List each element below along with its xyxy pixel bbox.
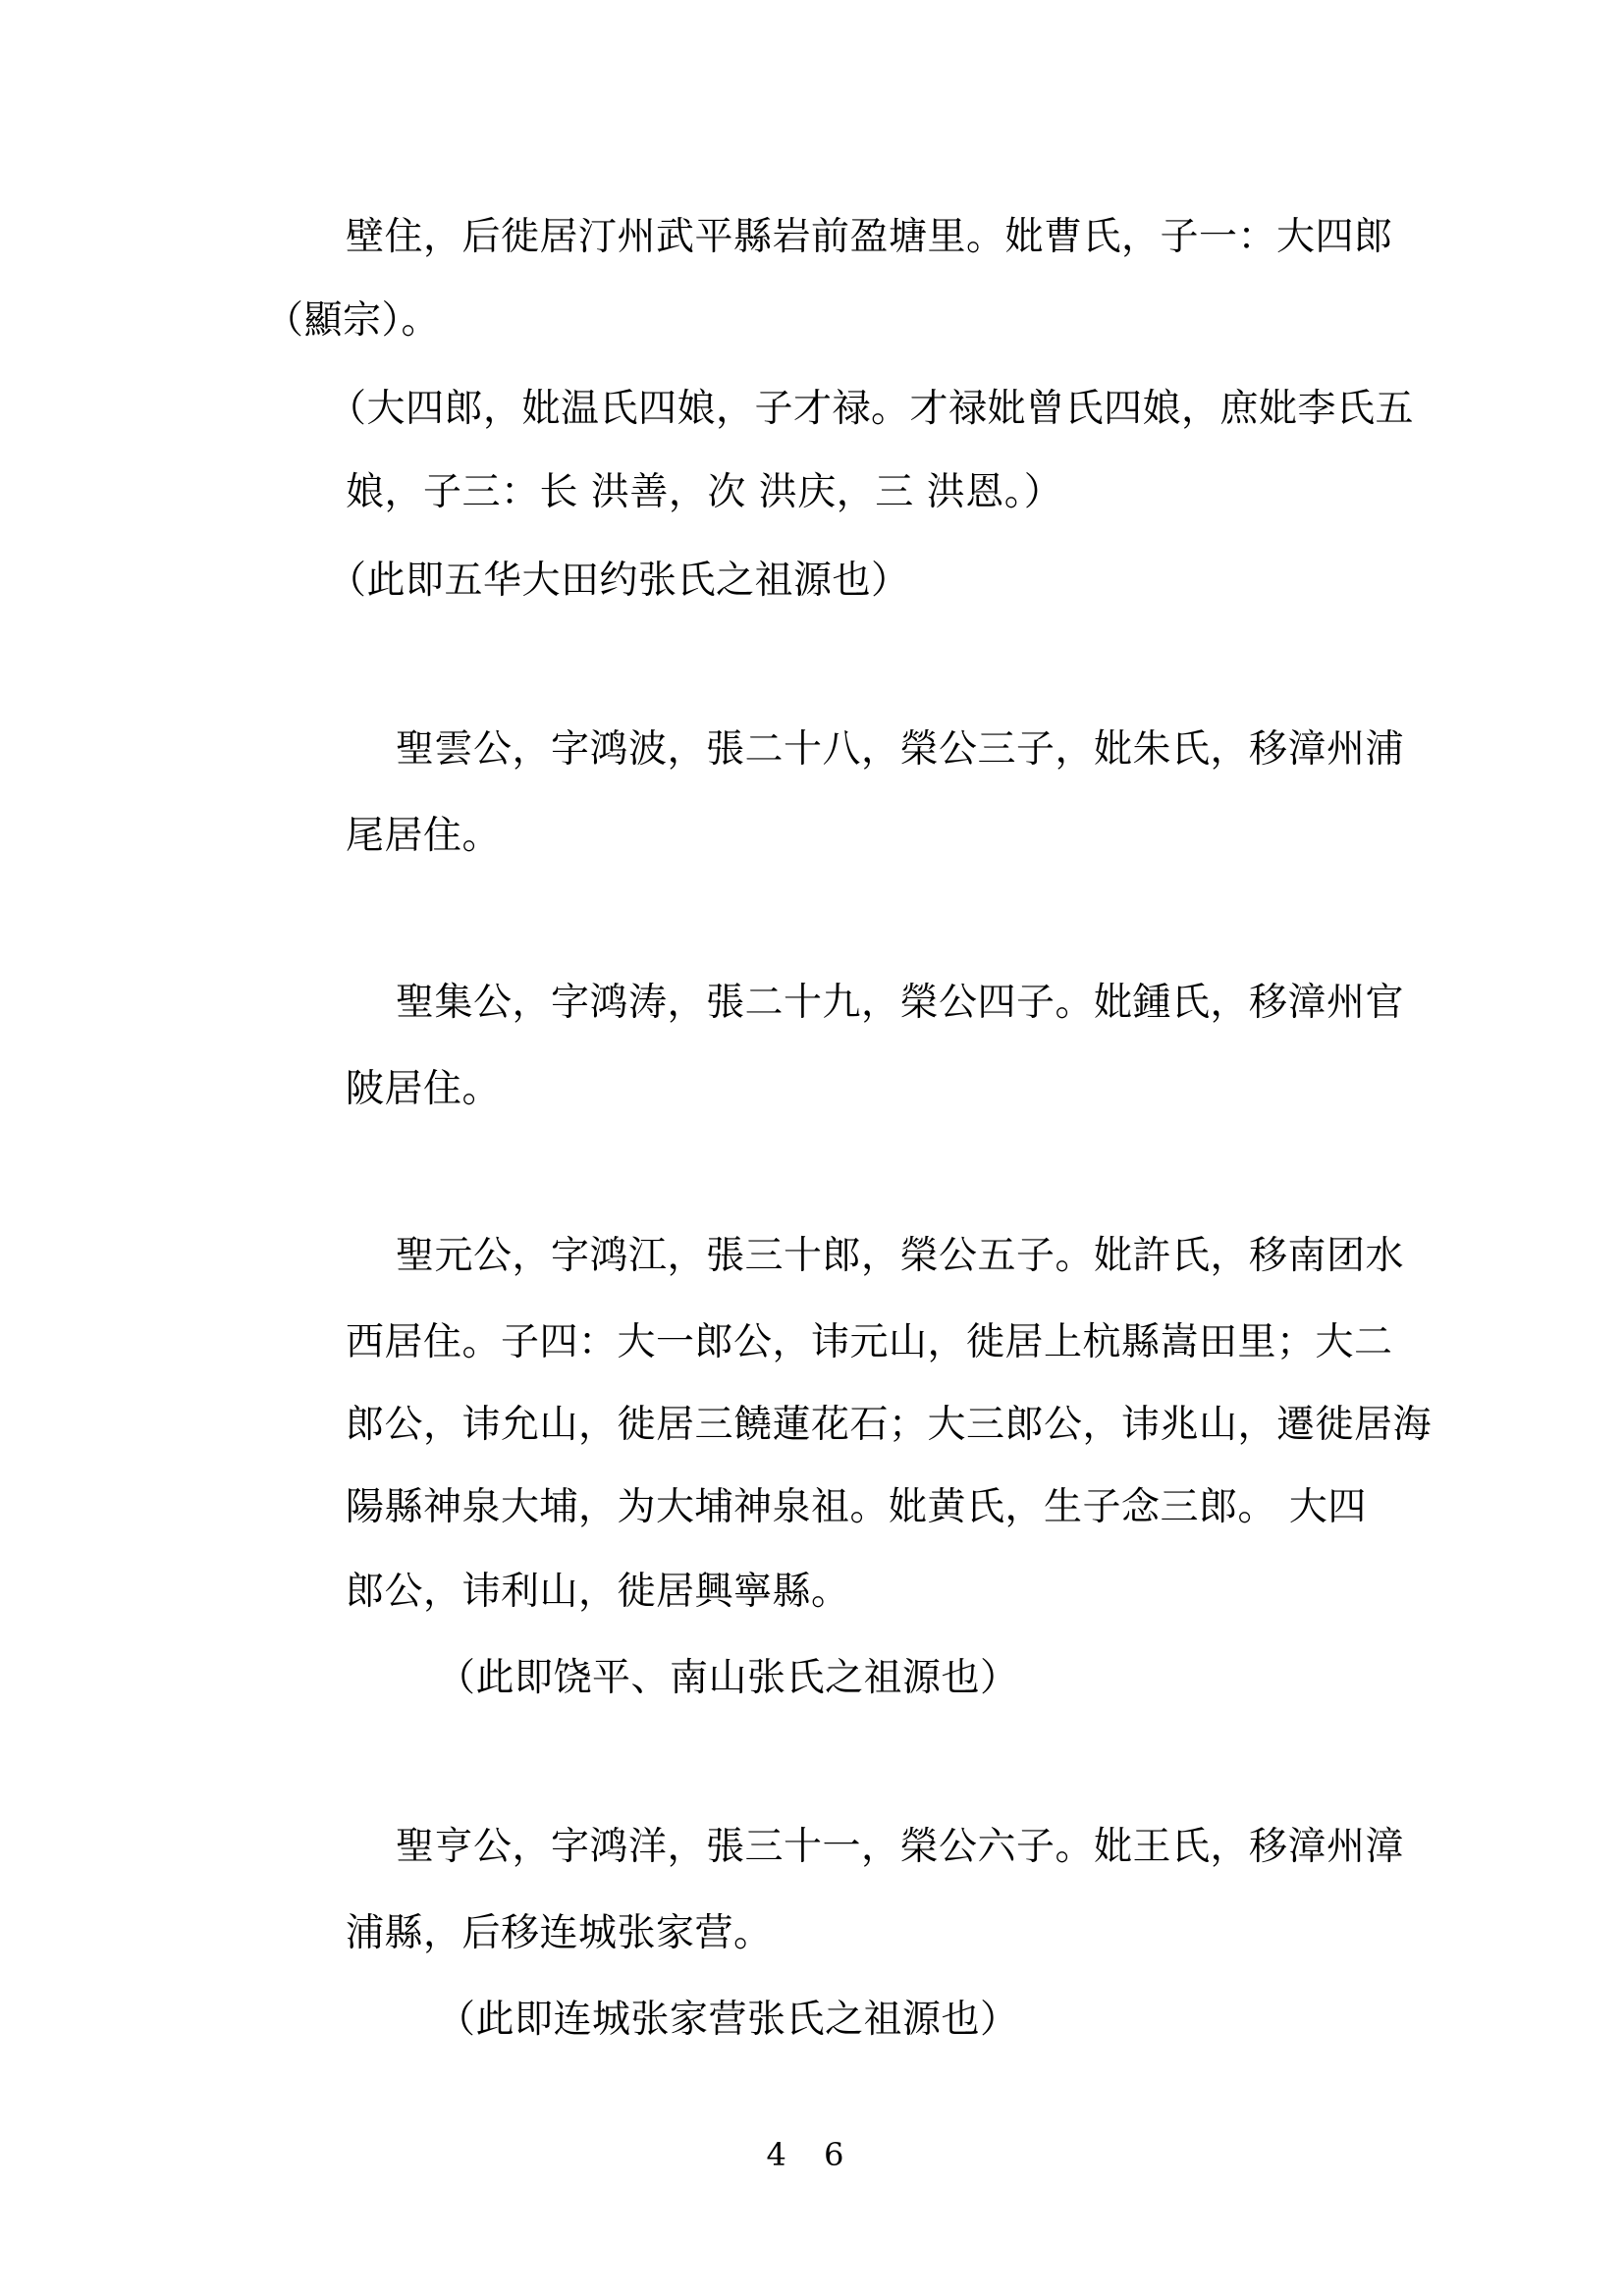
text-line: 娘，子三：长 洪善，次 洪庆，三 洪恩。） (346, 470, 1063, 514)
text-line: （此即饶平、南山张氏之祖源也） (437, 1656, 1019, 1700)
page-number: 4 6 (766, 2136, 858, 2173)
text-line: 陂居住。 (346, 1067, 502, 1111)
text-line: 尾居住。 (346, 814, 502, 858)
text-line: 聖雲公，字鸿波，張二十八，榮公三子，妣朱氏，移漳州浦 (396, 727, 1405, 772)
text-line: 陽縣神泉大埔，为大埔神泉祖。妣黄氏，生子念三郎。 大四 (346, 1485, 1367, 1529)
text-line: （大四郎，妣温氏四娘，子才禄。才禄妣曾氏四娘，庶妣李氏五 (328, 387, 1415, 431)
text-line: 聖亨公，字鸿洋，張三十一，榮公六子。妣王氏，移漳州漳 (396, 1825, 1405, 1869)
text-line: 壁住，后徙居汀州武平縣岩前盈塘里。妣曹氏，子一：大四郎 (346, 215, 1393, 259)
text-line: 浦縣，后移连城张家营。 (346, 1911, 773, 1955)
text-line: （此即连城张家营张氏之祖源也） (437, 1998, 1019, 2042)
text-line: （顯宗）。 (265, 298, 441, 343)
text-line: 聖元公，字鸿江，張三十郎，榮公五子。妣許氏，移南团水 (396, 1234, 1405, 1278)
text-line: 聖集公，字鸿涛，張二十九，榮公四子。妣鍾氏，移漳州官 (396, 981, 1405, 1025)
text-line: 郎公，讳利山，徙居興寧縣。 (346, 1570, 850, 1614)
text-line: 郎公，讳允山，徙居三饒蓮花石；大三郎公，讳兆山，遷徙居海 (346, 1403, 1433, 1447)
text-line: （此即五华大田约张氏之祖源也） (328, 559, 910, 603)
text-line: 西居住。子四：大一郎公，讳元山，徙居上杭縣嵩田里；大二 (346, 1320, 1393, 1364)
